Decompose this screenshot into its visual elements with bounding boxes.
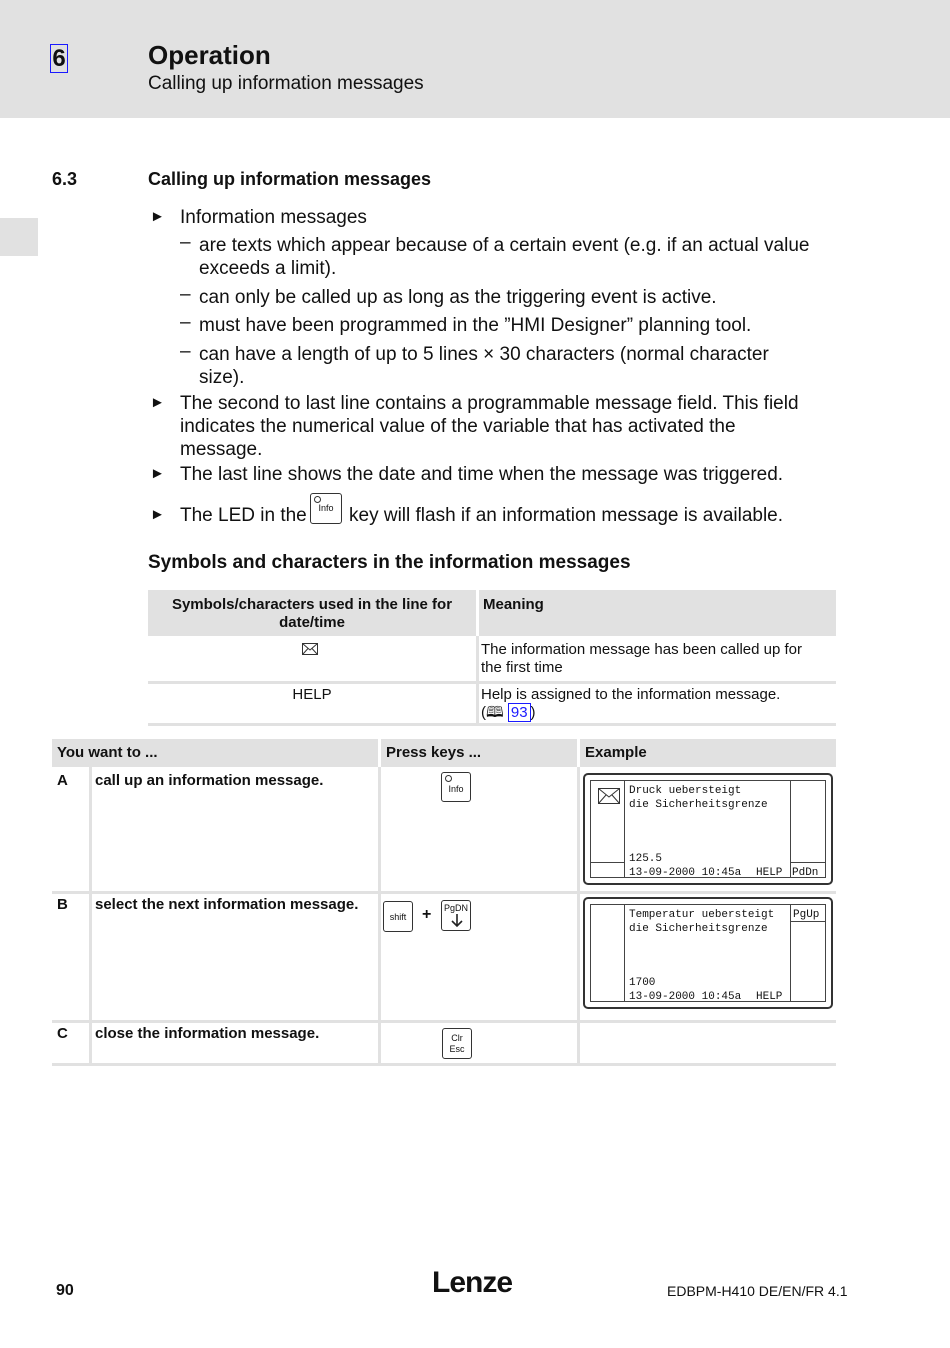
table-row-divider [52, 1063, 836, 1066]
ref-suffix: ) [530, 704, 536, 721]
page-number: 90 [56, 1282, 74, 1299]
bullet-arrow-icon: ► [150, 506, 165, 523]
header-you-want: You want to ... [52, 739, 378, 767]
row-action-text: select the next information message. [95, 896, 359, 913]
chapter-subtitle: Calling up information messages [148, 73, 424, 94]
row-letter: B [57, 896, 68, 913]
info-key-icon [441, 772, 471, 802]
bullet-arrow-icon: ► [150, 465, 165, 482]
bullet-3-text: The last line shows the date and time when the message was triggered. [180, 464, 784, 485]
help-reference [481, 704, 780, 722]
symbol-help: HELP [292, 686, 332, 703]
table-divider [89, 767, 92, 1063]
dash-icon: – [180, 284, 191, 305]
screen-divider [624, 781, 625, 877]
envelope-icon [302, 642, 318, 660]
bullet-arrow-icon: ► [150, 394, 165, 411]
header-col1-line1: Symbols/characters used in the line for [171, 596, 453, 613]
header-example: Example [580, 739, 836, 767]
section-number: 6.3 [52, 169, 78, 189]
plus-sign: + [422, 906, 432, 923]
sub-bullet-1b: exceeds a limit). [199, 258, 337, 279]
symbol-table-header-col2: Meaning [479, 590, 836, 636]
bullet-2-line-3: message. [180, 439, 263, 460]
ref-prefix: ( [481, 704, 486, 721]
key-label: Clr [451, 1033, 463, 1043]
chapter-number[interactable]: 6 [50, 44, 68, 73]
display-screen [590, 780, 826, 878]
table-row-divider [148, 723, 836, 726]
sub-bullet-3: must have been programmed in the ”HMI Designer” planning tool. [199, 315, 752, 336]
symbol-table-header-col1 [148, 590, 476, 636]
pgdn-key-icon [441, 900, 471, 931]
row-action-text: close the information message. [95, 1025, 320, 1042]
info-key-icon [310, 493, 342, 524]
row-action-text: call up an information message. [95, 772, 324, 789]
meaning-line: the first time [481, 659, 563, 676]
chapter-title: Operation [148, 40, 271, 70]
led-icon [445, 775, 452, 782]
key-label: Esc [449, 1044, 465, 1054]
display-example-a [583, 773, 833, 885]
symbol-row-1-meaning [481, 641, 802, 677]
table-divider [577, 767, 580, 1063]
bullet-2-line-2: indicates the numerical value of the variable that has activated the [180, 416, 736, 437]
sub-bullet-4b: size). [199, 367, 245, 388]
dash-icon: – [180, 232, 191, 253]
bullet-2-line-1: The second to last line contains a programmable message field. This field [180, 393, 799, 414]
header-press-keys: Press keys ... [381, 739, 577, 767]
display-screen [590, 904, 826, 1002]
screen-divider [790, 862, 825, 863]
document-id: EDBPM-H410 DE/EN/FR 4.1 [667, 1283, 848, 1299]
screen-datetime: 13-09-2000 10:45a [629, 867, 742, 879]
sub-bullet-1a: are texts which appear because of a certain event (e.g. if an actual value [199, 235, 810, 256]
screen-pgup-label: PgUp [793, 909, 820, 921]
header-band [0, 0, 950, 118]
page-link-93[interactable]: 93 [508, 703, 531, 722]
book-icon: 🕮 [486, 704, 504, 721]
screen-line-2: die Sicherheitsgrenze [629, 799, 768, 811]
key-label: Info [448, 784, 464, 794]
screen-pgdn-label: PdDn [792, 867, 819, 879]
screen-datetime: 13-09-2000 10:45a [629, 991, 742, 1003]
screen-line-1: Temperatur uebersteigt [629, 909, 775, 921]
key-label: shift [389, 912, 407, 922]
bullet-4-post: key will flash if an information message is available. [349, 505, 784, 526]
screen-value: 1700 [629, 977, 656, 989]
meaning-line: Help is assigned to the information message. [481, 686, 781, 703]
screen-divider [624, 905, 625, 1001]
table-row-divider [52, 891, 836, 894]
key-label: PgDN [443, 903, 468, 913]
lenze-logo: Lenze [432, 1266, 513, 1299]
screen-divider [591, 862, 624, 863]
sub-bullet-4a: can have a length of up to 5 lines × 30 characters (normal character [199, 344, 769, 365]
symbol-row-2-meaning [481, 686, 780, 722]
meaning-line: The information message has been called up for [481, 641, 803, 658]
screen-line-2: die Sicherheitsgrenze [629, 923, 768, 935]
led-icon [314, 496, 321, 503]
clr-esc-key-icon [442, 1028, 472, 1059]
dash-icon: – [180, 312, 191, 333]
row-letter: C [57, 1025, 68, 1042]
dash-icon: – [180, 341, 191, 362]
info-key-label: Info [318, 503, 334, 513]
bullet-4-pre: The LED in the [180, 505, 307, 526]
symbols-subheading: Symbols and characters in the information messages [148, 552, 631, 573]
bullet-arrow-icon: ► [150, 208, 165, 225]
table-row-divider [52, 1020, 836, 1023]
arrow-down-icon [451, 914, 463, 928]
screen-value: 125.5 [629, 853, 663, 865]
screen-help: HELP [756, 867, 783, 879]
row-letter: A [57, 772, 68, 789]
header-col1-line2: date/time [279, 614, 345, 631]
sub-bullet-2: can only be called up as long as the triggering event is active. [199, 287, 717, 308]
screen-help: HELP [756, 991, 783, 1003]
screen-line-1: Druck uebersteigt [629, 785, 742, 797]
shift-key-icon [383, 901, 413, 932]
display-example-b [583, 897, 833, 1009]
screen-divider [790, 905, 791, 1001]
table-row-divider [148, 681, 836, 684]
bullet-1-text: Information messages [180, 207, 367, 228]
section-title: Calling up information messages [148, 169, 432, 189]
table-divider [378, 767, 381, 1063]
envelope-icon [598, 788, 620, 808]
side-tab-marker [0, 218, 38, 256]
